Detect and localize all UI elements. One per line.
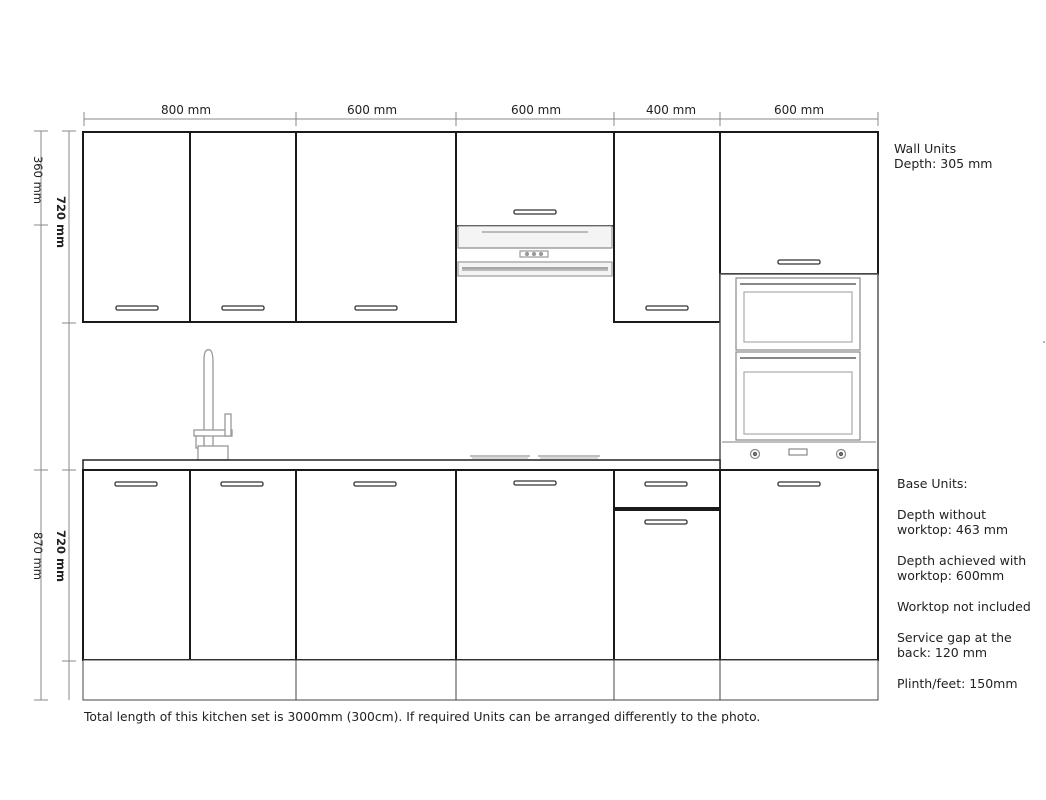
worktop <box>83 460 720 470</box>
base-door-2 <box>190 470 296 660</box>
plinth <box>83 660 878 700</box>
stray-mark <box>1043 341 1045 343</box>
extractor-hood <box>458 226 612 276</box>
wall-units-info <box>894 141 992 171</box>
tall-unit-top-door <box>720 132 878 274</box>
footer-note: Total length of this kitchen set is 3000mm (300cm). If required Units can be arranged differently to the photo. <box>84 710 761 724</box>
handle <box>354 482 396 486</box>
plinth-note: Plinth/feet: 150mm <box>897 676 1018 691</box>
base-door-1 <box>83 470 190 660</box>
worktop-note: Worktop not included <box>897 599 1031 614</box>
handle <box>778 260 820 264</box>
handle <box>221 482 263 486</box>
handle <box>222 306 264 310</box>
depth-with-line-2: worktop: 600mm <box>897 568 1005 583</box>
width-label-2: 600 mm <box>346 103 398 117</box>
width-label-4: 400 mm <box>645 103 697 117</box>
base-door-5 <box>614 510 720 660</box>
service-gap-line-1: Service gap at the <box>897 630 1012 645</box>
base-unit-height-label: 720 mm <box>54 530 68 582</box>
base-door-3 <box>296 470 456 660</box>
width-label-1: 800 mm <box>160 103 212 117</box>
wall-units-depth: Depth: 305 mm <box>894 156 993 171</box>
base-total-height-label: 870 mm <box>31 531 45 581</box>
wall-door-2 <box>190 132 296 322</box>
handle <box>116 306 158 310</box>
wall-door-1 <box>83 132 190 322</box>
hob <box>470 456 600 458</box>
handle <box>645 482 687 486</box>
handle <box>646 306 688 310</box>
width-label-3: 600 mm <box>510 103 562 117</box>
wall-units-title: Wall Units <box>894 141 957 156</box>
wall-unit-height-label: 720 mm <box>54 196 68 248</box>
wall-door-4 <box>614 132 720 322</box>
handle <box>514 210 556 214</box>
base-units-title: Base Units: <box>897 476 968 491</box>
depth-without-line-2: worktop: 463 mm <box>897 522 1009 537</box>
depth-without-line-1: Depth without <box>897 507 987 522</box>
handle <box>115 482 157 486</box>
base-door-6 <box>720 470 878 660</box>
sink-tap <box>194 350 232 460</box>
tall-oven-unit <box>720 274 878 470</box>
handle <box>778 482 820 486</box>
base-door-4 <box>456 470 614 660</box>
base-drawer <box>614 470 720 508</box>
base-units <box>83 470 878 660</box>
width-label-5: 600 mm <box>773 103 825 117</box>
handle <box>514 481 556 485</box>
depth-with-line-1: Depth achieved with <box>897 553 1027 568</box>
base-units-info <box>897 476 1031 691</box>
handle <box>355 306 397 310</box>
wall-door-3 <box>296 132 456 322</box>
wall-total-height-label: 360 mm <box>31 155 45 205</box>
handle <box>645 520 687 524</box>
service-gap-line-2: back: 120 mm <box>897 645 988 660</box>
